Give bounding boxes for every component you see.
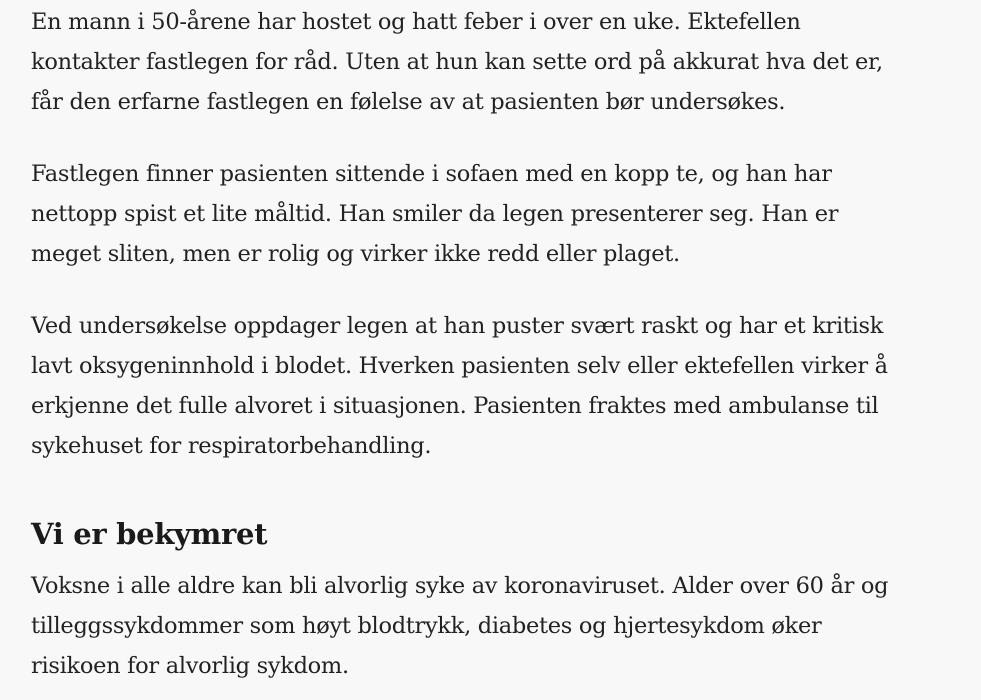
article-paragraph [31,306,931,466]
section-heading: Vi er bekymret [31,517,268,551]
article-paragraph [31,566,931,686]
article-paragraph [31,2,931,122]
article-paragraph [31,154,931,274]
paragraph-line: En mann i 50-årene har hostet og hatt feber i over en uke. Ektefellen [31,9,801,35]
paragraph-line: Fastlegen finner pasienten sittende i sofaen med en kopp te, og han har [31,161,832,187]
paragraph-line: sykehuset for respiratorbehandling. [31,433,432,459]
paragraph-line: lavt oksygeninnhold i blodet. Hverken pasienten selv eller ektefellen virker å [31,353,888,379]
paragraph-line: får den erfarne fastlegen en følelse av at pasienten bør undersøkes. [31,89,786,115]
paragraph-line: tilleggssykdommer som høyt blodtrykk, diabetes og hjertesykdom øker [31,613,822,639]
paragraph-line: nettopp spist et lite måltid. Han smiler da legen presenterer seg. Han er [31,201,839,227]
paragraph-line: Voksne i alle aldre kan bli alvorlig syke av koronaviruset. Alder over 60 år og [31,573,889,599]
paragraph-line: risikoen for alvorlig sykdom. [31,653,349,679]
paragraph-line: kontakter fastlegen for råd. Uten at hun kan sette ord på akkurat hva det er, [31,49,883,75]
paragraph-line: meget sliten, men er rolig og virker ikke redd eller plaget. [31,241,680,267]
paragraph-line: Ved undersøkelse oppdager legen at han puster svært raskt og har et kritisk [31,313,884,339]
paragraph-line: erkjenne det fulle alvoret i situasjonen. Pasienten fraktes med ambulanse til [31,393,879,419]
